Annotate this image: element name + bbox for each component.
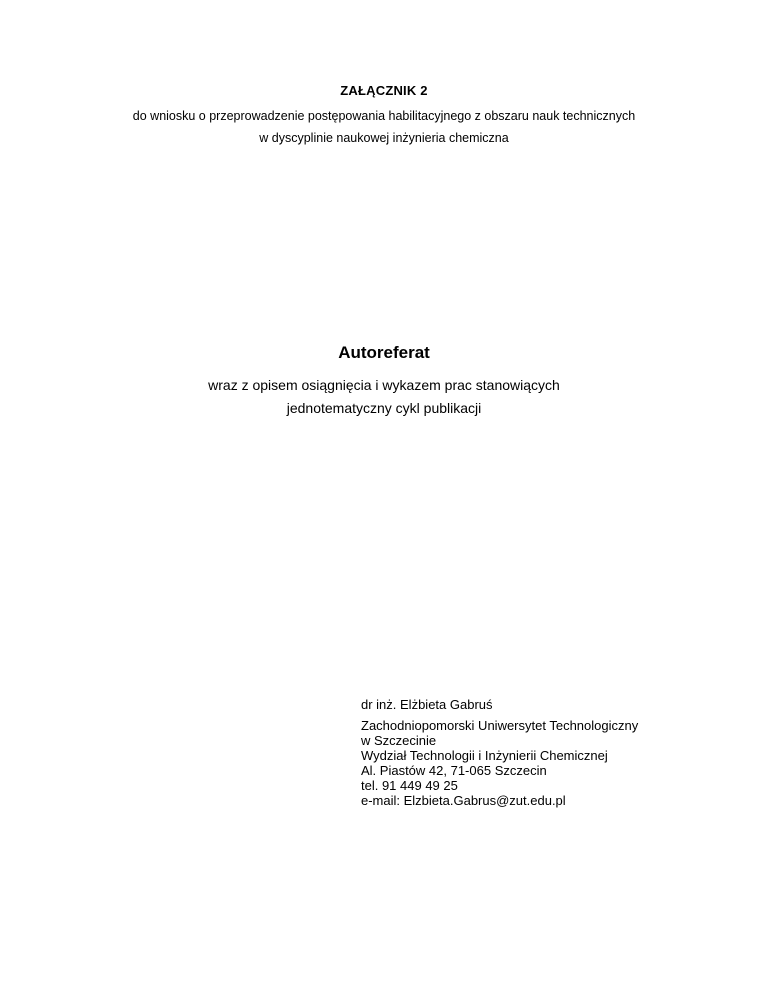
email: e-mail: Elzbieta.Gabrus@zut.edu.pl (361, 793, 566, 808)
affiliation-line-1: Zachodniopomorski Uniwersytet Technologiczny (361, 718, 639, 733)
document-subtitle-line-1: wraz z opisem osiągnięcia i wykazem prac stanowiących (208, 377, 560, 393)
annex-description-line-1: do wniosku o przeprowadzenie postępowania habilitacyjnego z obszaru nauk technicznych (132, 109, 636, 123)
author-name: dr inż. Elżbieta Gabruś (361, 697, 493, 712)
affiliation-line-2: w Szczecinie (361, 733, 437, 748)
phone: tel. 91 449 49 25 (361, 778, 458, 793)
document-subtitle-line-2: jednotematyczny cykl publikacji (286, 400, 482, 416)
address: Al. Piastów 42, 71-065 Szczecin (361, 763, 547, 778)
faculty: Wydział Technologii i Inżynierii Chemicznej (361, 748, 608, 763)
annex-title: ZAŁĄCZNIK 2 (340, 83, 428, 98)
document-title: Autoreferat (338, 343, 430, 362)
author-info-block (361, 697, 741, 808)
annex-description-line-2: w dyscyplinie naukowej inżynieria chemiczna (259, 131, 509, 145)
